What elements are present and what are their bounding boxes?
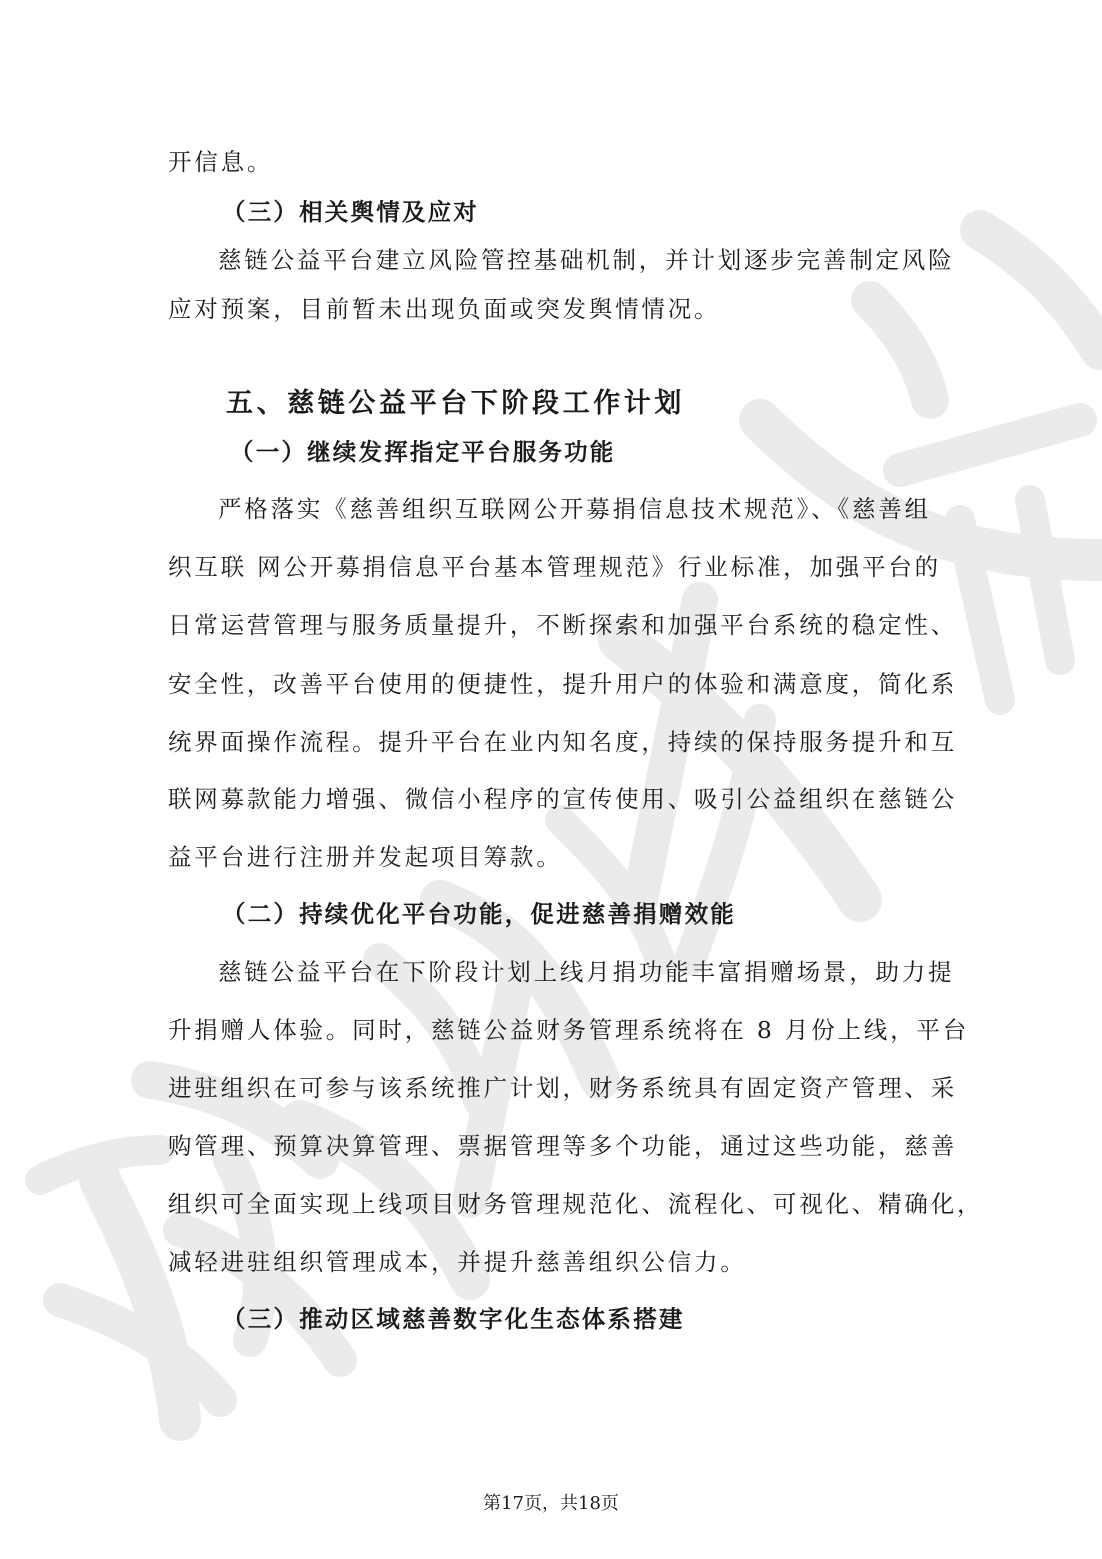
section-subheading: （三）相关舆情及应对: [222, 198, 479, 226]
paragraph-line: 益平台进行注册并发起项目筹款。: [168, 843, 563, 871]
paragraph-line: 日常运营管理与服务质量提升，不断探索和加强平台系统的稳定性、: [168, 611, 957, 639]
section-heading: 五、慈链公益平台下阶段工作计划: [226, 388, 685, 419]
paragraph-line: 慈链公益平台建立风险管控基础机制，并计划逐步完善制定风险: [218, 246, 955, 274]
section-subheading: （一）继续发挥指定平台服务功能: [230, 438, 616, 466]
section-subheading: （三）推动区域慈善数字化生态体系搭建: [222, 1305, 685, 1333]
paragraph-line: 织互联 网公开募捐信息平台基本管理规范》行业标准，加强平台的: [168, 553, 941, 581]
paragraph-line: 联网募款能力增强、微信小程序的宣传使用、吸引公益组织在慈链公: [168, 785, 957, 813]
paragraph-line: 进驻组织在可参与该系统推广计划，财务系统具有固定资产管理、采: [168, 1074, 957, 1102]
paragraph-line: 应对预案，目前暂未出现负面或突发舆情情况。: [168, 295, 721, 323]
paragraph-line: 统界面操作流程。提升平台在业内知名度，持续的保持服务提升和互: [168, 728, 957, 756]
paragraph-line: 升捐赠人体验。同时，慈链公益财务管理系统将在 8 月份上线，平台: [168, 1016, 969, 1044]
paragraph-line: 购管理、预算决算管理、票据管理等多个功能，通过这些功能，慈善: [168, 1132, 957, 1160]
paragraph-line: 慈链公益平台在下阶段计划上线月捐功能丰富捐赠场景，助力提: [218, 958, 955, 986]
page-number-footer: 第17页，共18页: [483, 1493, 619, 1514]
paragraph-line: 开信息。: [168, 148, 274, 176]
paragraph-line: 组织可全面实现上线项目财务管理规范化、流程化、可视化、精确化，: [168, 1190, 984, 1218]
paragraph-line: 严格落实《慈善组织互联网公开募捐信息技术规范》、《慈善组: [218, 495, 931, 523]
paragraph-line: 减轻进驻组织管理成本，并提升慈善组织公信力。: [168, 1248, 747, 1276]
paragraph-line: 安全性，改善平台使用的便捷性，提升用户的体验和满意度，简化系: [168, 670, 957, 698]
section-subheading: （二）持续优化平台功能，促进慈善捐赠效能: [222, 900, 736, 928]
